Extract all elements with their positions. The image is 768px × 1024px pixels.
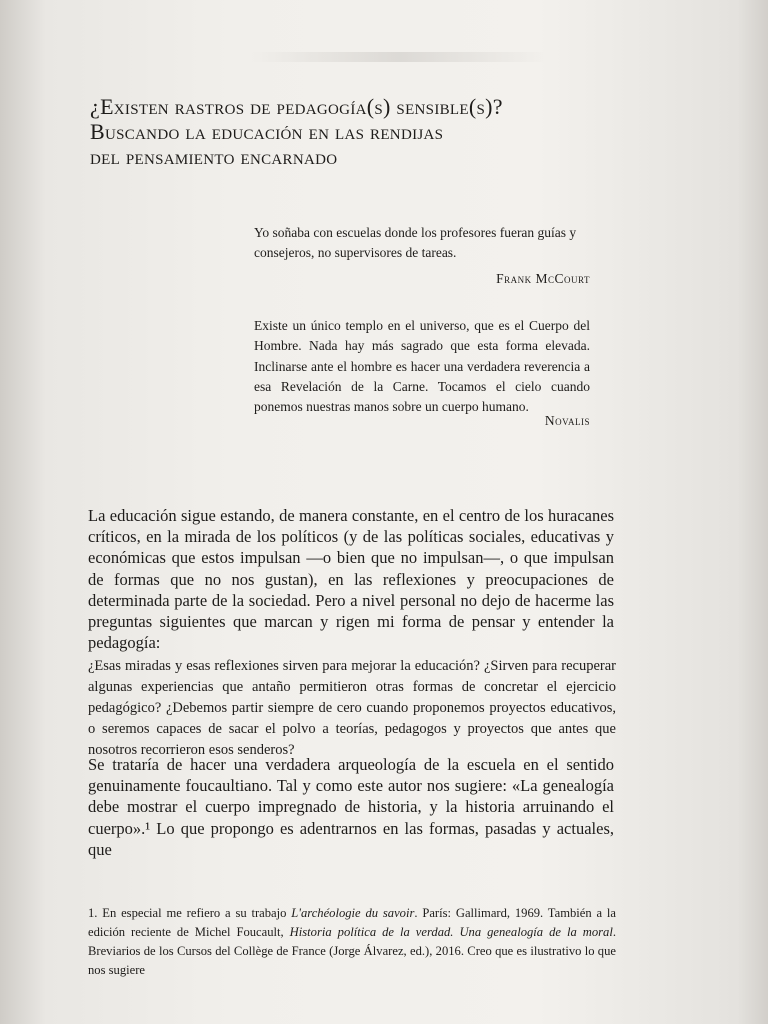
chapter-title — [90, 94, 690, 169]
chapter-title-line-3: del pensamiento encarnado — [90, 144, 338, 169]
epigraph-2-text: Existe un único templo en el universo, que es el Cuerpo del Hombre. Nada hay más sagrado que esta forma elevada. Inclinarse ante el hombre es hacer una verdadera reverencia a esa Revelación de la Carne. Tocamos el cielo cuando ponemos nuestras manos sobre un cuerpo humano. — [254, 318, 590, 415]
epigraph-1-text: Yo soñaba con escuelas donde los profesores fueran guías y consejeros, no supervisores de tareas. — [254, 225, 577, 260]
block-quote: ¿Esas miradas y esas reflexiones sirven para mejorar la educación? ¿Sirven para recuperar algunas experiencias que antaño permitieron otras formas de concretar el ejercicio pedagógico? ¿Debemos partir siempre de cero cuando proponemos proyectos educativos, o seremos capaces de sacar el polvo a teorías, pedagogos y proyectos que antes que nosotros recorrieron esos senderos? — [88, 658, 616, 758]
epigraph-1-author: Frank McCourt — [496, 271, 590, 286]
bleed-through-header — [250, 52, 550, 62]
footnote-1 — [88, 904, 616, 980]
footnote-work-2: Historia política de la verdad. Una genealogía de la moral — [289, 925, 613, 939]
chapter-title-line-2: Buscando la educación en las rendijas — [90, 119, 444, 144]
footnote-text-c: . Breviarios de los Cursos del Collège de France (Jorge Álvarez, ed.), 2016. Creo que es ilustrativo lo que nos sugiere — [88, 925, 616, 977]
body-paragraph-2: Se trataría de hacer una verdadera arqueología de la escuela en el sentido genuinamente foucaultiano. Tal y como este autor nos sugiere: «La genealogía debe mostrar el cuerpo impregnado de historia, y la historia arruinando el cuerpo».¹ Lo que propongo es adentrarnos en las formas, pasadas y actuales, que — [88, 755, 614, 859]
footnote-text-b: . París: Gallimard, 1969. También a la edición reciente de Michel Foucault, — [88, 906, 616, 939]
footnote-number: 1. — [88, 906, 98, 920]
footnote-work-1: L'archéologie du savoir — [291, 906, 415, 920]
footnote-text-a: En especial me refiero a su trabajo — [102, 906, 292, 920]
chapter-title-line-1: ¿Existen rastros de pedagogía(s) sensible(s)? — [90, 94, 503, 119]
epigraph-2-author: Novalis — [544, 413, 590, 428]
body-paragraph-1: La educación sigue estando, de manera constante, en el centro de los huracanes críticos, en la mirada de los políticos (y de las políticas sociales, educativas y económicas que estos impulsan —o bien que no impulsan—, o que impulsan de formas que no nos gustan), en las reflexiones y preocupaciones de determinada parte de la sociedad. Pero a nivel personal no dejo de hacerme las preguntas siguientes que marcan y rigen mi forma de pensar y entender la pedagogía: — [88, 506, 614, 653]
